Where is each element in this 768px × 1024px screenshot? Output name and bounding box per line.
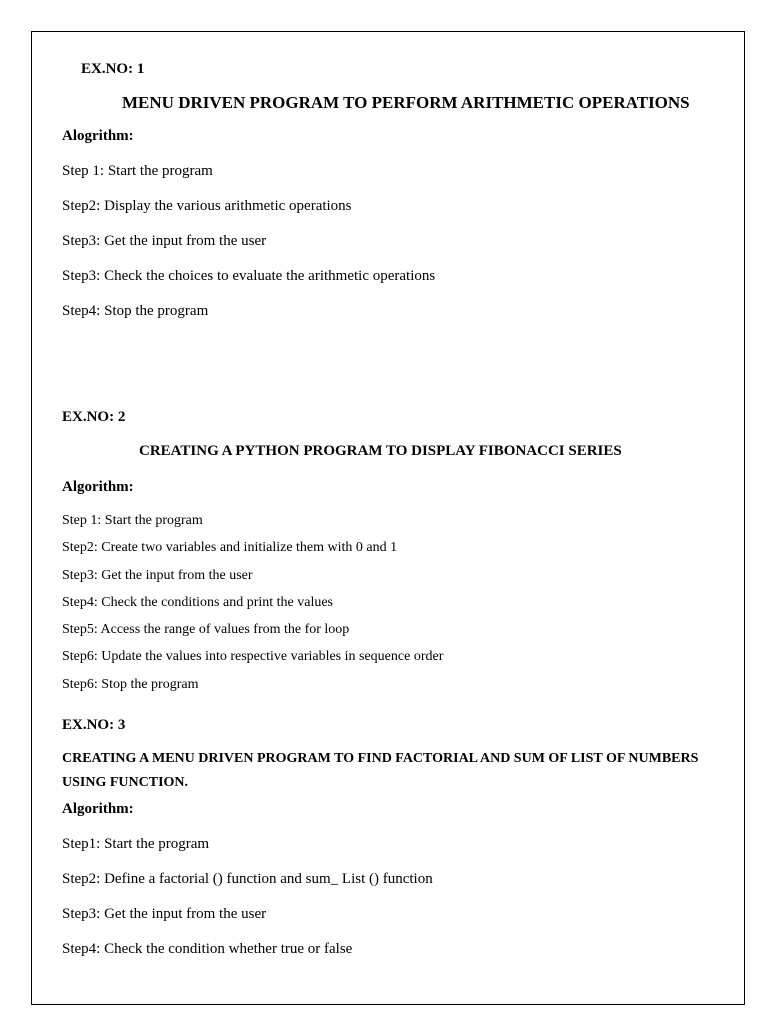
ex1-algorithm-label: Alogrithm: <box>62 128 134 144</box>
ex1-step: Step4: Stop the program <box>62 303 209 319</box>
ex2-algorithm-label: Algorithm: <box>62 479 134 495</box>
ex1-step: Step 1: Start the program <box>62 163 213 179</box>
ex1-title: MENU DRIVEN PROGRAM TO PERFORM ARITHMETIC OPERATIONS <box>122 93 690 112</box>
ex2-step: Step6: Stop the program <box>62 677 199 692</box>
ex3-step: Step2: Define a factorial () function and sum_ List () function <box>62 871 433 887</box>
ex2-number: EX.NO: 2 <box>62 409 126 425</box>
ex2-step: Step4: Check the conditions and print the values <box>62 595 334 610</box>
ex2-step: Step2: Create two variables and initialize them with 0 and 1 <box>62 540 398 555</box>
ex3-title: CREATING A MENU DRIVEN PROGRAM TO FIND FACTORIAL AND SUM OF LIST OF NUMBERS USING FUNCTION. <box>62 751 699 790</box>
ex3-step: Step1: Start the program <box>62 836 210 852</box>
ex1-step: Step2: Display the various arithmetic operations <box>62 198 352 214</box>
ex3-step: Step4: Check the condition whether true or false <box>62 941 353 957</box>
ex1-step: Step3: Get the input from the user <box>62 233 267 249</box>
ex2-step: Step3: Get the input from the user <box>62 568 253 583</box>
ex3-algorithm-label: Algorithm: <box>62 801 134 817</box>
ex2-step: Step5: Access the range of values from the for loop <box>62 622 350 637</box>
ex2-step: Step 1: Start the program <box>62 513 203 528</box>
ex1-number: EX.NO: 1 <box>81 61 145 77</box>
ex1-step: Step3: Check the choices to evaluate the arithmetic operations <box>62 268 436 284</box>
ex2-title: CREATING A PYTHON PROGRAM TO DISPLAY FIBONACCI SERIES <box>139 443 622 459</box>
ex2-step: Step6: Update the values into respective variables in sequence order <box>62 649 444 664</box>
ex3-number: EX.NO: 3 <box>62 717 126 733</box>
ex3-step: Step3: Get the input from the user <box>62 906 267 922</box>
